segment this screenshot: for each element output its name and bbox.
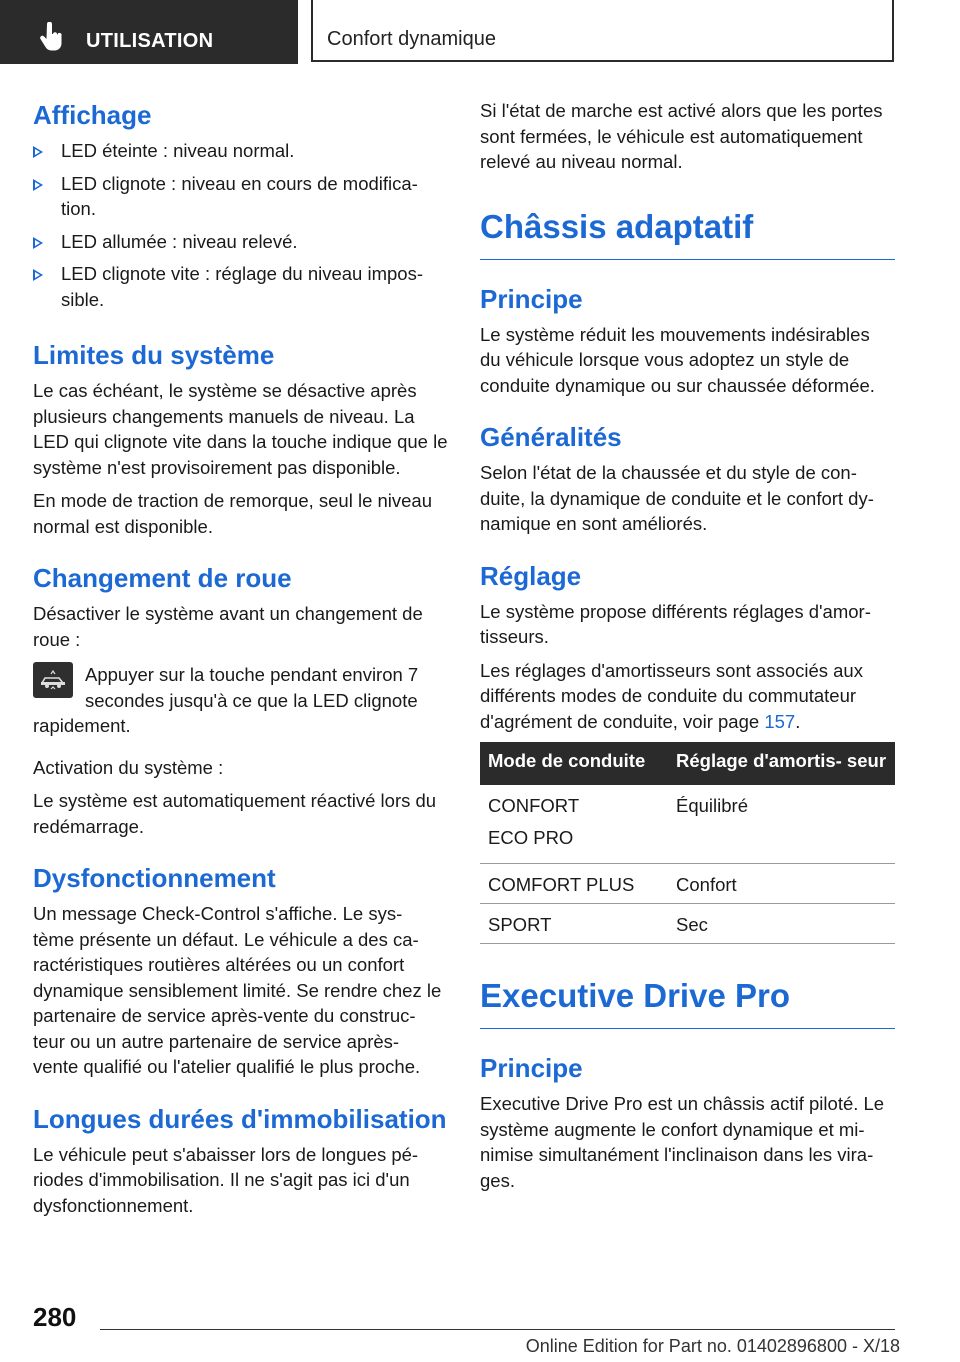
paragraph: Un message Check-Control s'affiche. Le sys‐ tème présente un défaut. Le véhicule a des ca‐ ractéristiques routières altérées ou un confort dynamique sensiblement limité. Se rendre chez le partenaire de service après-vente du construc‐ teur ou un autre partenaire de service après- vente qualifié ou l'atelier qualifié le plus proche.	[33, 903, 442, 1077]
triangle-bullet-icon	[33, 146, 43, 158]
paragraph: Activation du système :	[33, 756, 224, 778]
paragraph: Le système réduit les mouvements indésirables du véhicule lorsque vous adoptez un style de conduite dynamique ou sur chaussée déformée.	[480, 323, 875, 396]
paragraph: Le véhicule peut s'abaisser lors de longues pé‐ riodes d'immobilisation. Il ne s'agit pas ici d'un dysfonctionnement.	[33, 1143, 419, 1216]
list-item: LED allumée : niveau relevé.	[33, 229, 448, 255]
chapter-label: Confort dynamique	[327, 28, 496, 50]
left-column	[33, 98, 448, 1226]
triangle-bullet-icon	[33, 237, 43, 249]
heading-principe: Principe	[480, 1053, 583, 1083]
paragraph: Appuyer sur la touche pendant environ 7 secondes jusqu'à ce que la LED clignote rapidement.	[33, 664, 419, 736]
heading-roue: Changement de roue	[33, 563, 292, 593]
damper-settings-table	[480, 742, 895, 944]
heading-executive-drive-pro: Executive Drive Pro	[480, 974, 895, 1029]
edition-note: Online Edition for Part no. 01402896800 - X/18	[525, 1336, 900, 1356]
heading-limites: Limites du système	[33, 340, 275, 370]
list-item: LED éteinte : niveau normal.	[33, 138, 448, 164]
hand-pointer-icon	[38, 22, 64, 52]
section-label: UTILISATION	[86, 30, 214, 52]
paragraph: Le système propose différents réglages d'amor‐ tisseurs.	[480, 600, 871, 647]
paragraph: Le cas échéant, le système se désactive après plusieurs changements manuels de niveau. La LED qui clignote vite dans la touche indique que le système n'est provisoirement pas disponible.	[33, 380, 448, 478]
table-row	[480, 864, 895, 904]
header-section-tab	[0, 0, 298, 64]
column-header: Réglage d'amortis‐ seur	[668, 742, 895, 785]
header-chapter-tab	[311, 0, 894, 62]
heading-generalites: Généralités	[480, 422, 622, 452]
paragraph: Selon l'état de la chaussée et du style de con‐ duite, la dynamique de conduite et le confort dy‐ namique en sont améliorés.	[480, 462, 874, 534]
paragraph: Si l'état de marche est activé alors que les portes sont fermées, le véhicule est automatiquement relevé au niveau normal.	[480, 100, 883, 172]
heading-affichage: Affichage	[33, 100, 152, 130]
list-item: LED clignote : niveau en cours de modifica‐ tion.	[33, 171, 448, 222]
paragraph: En mode de traction de remorque, seul le niveau normal est disponible.	[33, 490, 433, 537]
list-item: LED clignote vite : réglage du niveau impos‐ sible.	[33, 261, 448, 312]
triangle-bullet-icon	[33, 269, 43, 281]
table-cell: SPORT	[480, 904, 668, 944]
column-header: Mode de conduite	[480, 742, 668, 785]
car-level-icon	[33, 662, 73, 698]
page-link[interactable]: 157	[764, 710, 796, 732]
table-header-row	[480, 742, 895, 785]
paragraph: Désactiver le système avant un changement de roue :	[33, 603, 423, 650]
table-cell: COMFORT PLUS	[480, 864, 668, 904]
heading-principe: Principe	[480, 283, 583, 314]
paragraph: Le système est automatiquement réactivé lors du redémarrage.	[33, 790, 437, 837]
paragraph: Executive Drive Pro est un châssis actif piloté. Le système augmente le confort dynamique et mi‐ nimise simultanément l'inclinaison dans les vira‐ ges.	[480, 1093, 885, 1191]
table-cell: Sec	[668, 904, 895, 944]
page-number: 280	[33, 1302, 77, 1332]
heading-immobilisation: Longues durées d'immobilisation	[33, 1103, 447, 1134]
heading-chassis-adaptatif: Châssis adaptatif	[480, 205, 895, 260]
affichage-list	[33, 138, 448, 312]
heading-dysfonctionnement: Dysfonctionnement	[33, 863, 276, 893]
paragraph: Les réglages d'amortisseurs sont associés aux différents modes de conduite du commutateur d'agrément de conduite, voir page 157.	[480, 659, 863, 732]
table-row	[480, 904, 895, 944]
table-cell: Confort	[668, 864, 895, 904]
table-cell: Équilibré	[668, 785, 895, 864]
heading-reglage: Réglage	[480, 560, 582, 591]
table-row	[480, 785, 895, 864]
triangle-bullet-icon	[33, 179, 43, 191]
right-column	[480, 98, 895, 1201]
table-cell: CONFORT ECO PRO	[480, 785, 668, 864]
footer-divider	[100, 1329, 895, 1330]
button-instruction	[33, 660, 448, 747]
